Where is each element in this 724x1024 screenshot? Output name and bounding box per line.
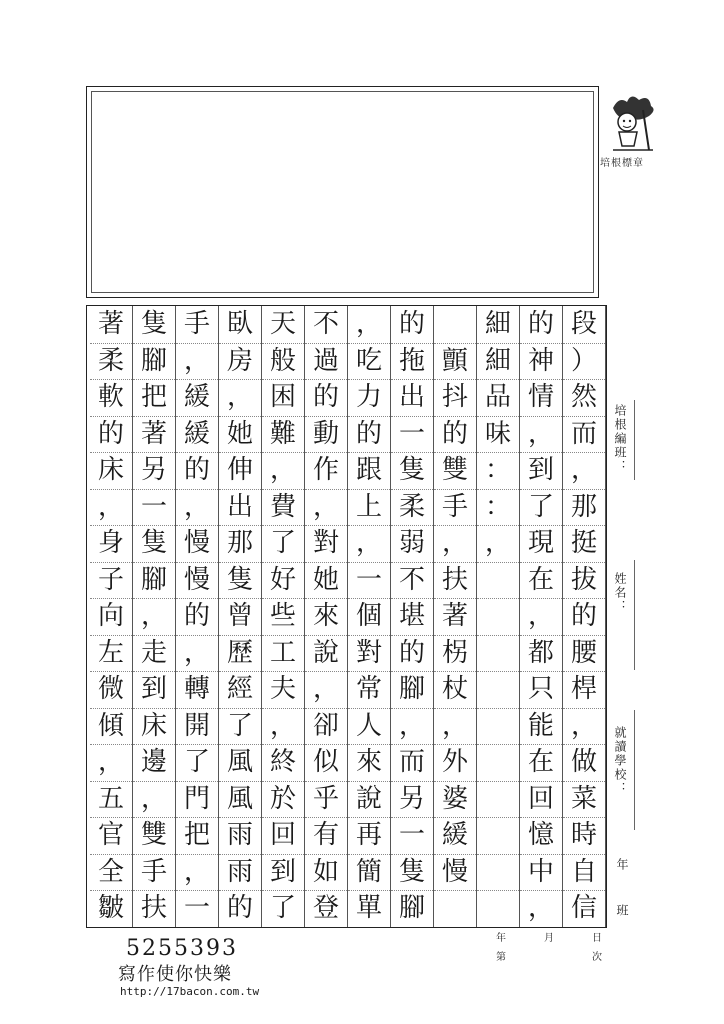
grid-cell: ， <box>355 309 382 339</box>
grid-cell: 顫 <box>441 345 468 376</box>
grid-cell: 微 <box>97 674 124 704</box>
grid-cell: 時 <box>570 820 597 850</box>
grid-cell: ， <box>527 893 554 923</box>
grid-cell: 的 <box>398 637 425 668</box>
grid-cell: 抖 <box>441 382 468 412</box>
grid-cell: 婆 <box>441 783 468 814</box>
grid-cell: 隻 <box>140 309 167 339</box>
grid-cell: 有 <box>312 820 339 850</box>
grid-cell: 著 <box>441 601 468 631</box>
grid-cell: ， <box>484 528 511 558</box>
grid-cell: 隻 <box>398 455 425 485</box>
grid-cell: 信 <box>570 893 597 923</box>
grid-cell: 腳 <box>140 564 167 595</box>
grid-cell: 經 <box>226 674 253 704</box>
grid-cell: 堪 <box>398 601 425 631</box>
grid-cell: 夫 <box>269 674 296 704</box>
grid-column <box>348 306 391 927</box>
grid-cell: 困 <box>269 382 296 412</box>
grid-cell: 作 <box>312 455 339 485</box>
grid-cell: 於 <box>269 783 296 814</box>
grid-cell: ， <box>398 710 425 741</box>
grid-cell: 的 <box>355 418 382 449</box>
grid-cell: 品 <box>484 382 511 412</box>
grid-column <box>477 306 520 927</box>
grid-cell: 的 <box>226 893 253 923</box>
grid-cell: 柔 <box>97 345 124 376</box>
grid-cell: ， <box>355 528 382 558</box>
grid-cell: 憶 <box>527 820 554 850</box>
grid-cell: 出 <box>398 382 425 412</box>
grid-cell: 來 <box>312 601 339 631</box>
grid-cell: ， <box>183 491 210 522</box>
grid-cell: 到 <box>527 455 554 485</box>
grid-cell: 邊 <box>140 747 167 777</box>
grid-cell: 弱 <box>398 528 425 558</box>
grid-column <box>176 306 219 927</box>
grid-cell: 走 <box>140 637 167 668</box>
grid-column <box>305 306 348 927</box>
grid-cell: ， <box>527 418 554 449</box>
grid-cell: 外 <box>441 747 468 777</box>
grid-column <box>391 306 434 927</box>
grid-cell: 而 <box>570 418 597 449</box>
grid-cell: 說 <box>355 783 382 814</box>
grid-cell: 到 <box>140 674 167 704</box>
grid-cell: 把 <box>140 382 167 412</box>
grid-cell: 自 <box>570 856 597 887</box>
grid-cell: ， <box>183 637 210 668</box>
grid-cell: 左 <box>97 637 124 668</box>
grid-cell: 慢 <box>183 528 210 558</box>
grid-cell: 隻 <box>140 528 167 558</box>
grid-cell: 手 <box>441 491 468 522</box>
grid-cell: 手 <box>140 856 167 887</box>
grid-cell: 轉 <box>183 674 210 704</box>
grid-cell: 細 <box>484 309 511 339</box>
grid-cell: ， <box>226 382 253 412</box>
grid-cell: 了 <box>527 491 554 522</box>
grid-cell: 那 <box>570 491 597 522</box>
grid-cell: 風 <box>226 747 253 777</box>
grid-column <box>90 306 133 927</box>
grid-column <box>563 306 606 927</box>
grid-cell: 細 <box>484 345 511 376</box>
grid-cell: 柺 <box>441 637 468 668</box>
grid-cell: 在 <box>527 564 554 595</box>
grid-cell: 慢 <box>441 856 468 887</box>
grid-cell: 桿 <box>570 674 597 704</box>
grid-cell: 乎 <box>312 783 339 814</box>
footer-slogan: 寫作使你快樂 <box>118 964 232 985</box>
grid-cell: 曾 <box>226 601 253 631</box>
grid-cell: ， <box>97 491 124 522</box>
grid-cell: 卻 <box>312 710 339 741</box>
date-year-label: 年 <box>496 933 506 944</box>
grid-cell: 情 <box>527 382 554 412</box>
grid-cell: 門 <box>183 783 210 814</box>
grid-cell: 回 <box>527 783 554 814</box>
grid-cell: 床 <box>97 455 124 485</box>
grid-cell: 把 <box>183 820 210 850</box>
grid-cell: 做 <box>570 747 597 777</box>
stamp-label: 培根標章 <box>600 158 644 169</box>
grid-cell: 傾 <box>97 710 124 741</box>
grid-cell: 再 <box>355 820 382 850</box>
grid-cell: 對 <box>312 528 339 558</box>
grid-cell: 了 <box>269 528 296 558</box>
grid-cell: 雨 <box>226 856 253 887</box>
comment-box <box>86 86 599 298</box>
grid-cell: ， <box>97 747 124 777</box>
class-underline <box>634 400 635 480</box>
grid-cell: 能 <box>527 710 554 741</box>
grid-cell: 風 <box>226 783 253 814</box>
grid-cell: 一 <box>183 893 210 923</box>
grid-cell: 全 <box>97 856 124 887</box>
class-label: 培根編班： <box>613 404 627 474</box>
grid-cell: 的 <box>97 418 124 449</box>
grade-label: 年 <box>615 858 629 872</box>
grid-cell: 緩 <box>441 820 468 850</box>
footer-url[interactable]: http://17bacon.com.tw <box>120 985 260 998</box>
grid-cell: 她 <box>312 564 339 595</box>
grid-cell: 軟 <box>97 382 124 412</box>
bacon-logo <box>603 88 661 158</box>
grid-cell: 工 <box>269 637 296 668</box>
grid-cell: 上 <box>355 491 382 522</box>
grid-cell: 了 <box>183 747 210 777</box>
grid-cell: 說 <box>312 637 339 668</box>
grid-column <box>434 306 477 927</box>
grid-column <box>520 306 563 927</box>
grid-cell: ， <box>441 528 468 558</box>
grid-cell: 床 <box>140 710 167 741</box>
grid-cell: 腳 <box>398 893 425 923</box>
grid-cell: 扶 <box>441 564 468 595</box>
grid-cell: 腳 <box>398 674 425 704</box>
grid-cell: 出 <box>226 491 253 522</box>
grid-column <box>219 306 262 927</box>
order-label: 第 <box>496 952 506 963</box>
grid-cell: ： <box>484 491 511 522</box>
grid-cell: 然 <box>570 382 597 412</box>
grid-cell: 單 <box>355 893 382 923</box>
grid-cell: 雨 <box>226 820 253 850</box>
grid-cell: 另 <box>140 455 167 485</box>
grid-cell: ， <box>269 455 296 485</box>
grid-cell: 的 <box>398 309 425 339</box>
date-month-label: 月 <box>544 933 554 944</box>
grid-cell: 的 <box>183 455 210 485</box>
grid-cell: 腰 <box>570 637 597 668</box>
grid-column <box>133 306 176 927</box>
grid-cell: 手 <box>183 309 210 339</box>
grid-cell: 開 <box>183 710 210 741</box>
grid-cell: 段 <box>570 309 597 339</box>
grid-cell: 簡 <box>355 856 382 887</box>
name-underline <box>634 560 635 670</box>
grid-cell: 一 <box>398 418 425 449</box>
grid-cell: ， <box>570 455 597 485</box>
grid-cell: 菜 <box>570 783 597 814</box>
grid-cell: 回 <box>269 820 296 850</box>
grid-cell: 費 <box>269 491 296 522</box>
grid-cell: 登 <box>312 893 339 923</box>
grid-cell: 官 <box>97 820 124 850</box>
grid-cell: 的 <box>570 601 597 631</box>
grid-cell: 柔 <box>398 491 425 522</box>
school-label: 就讀學校： <box>613 726 627 796</box>
grid-cell: ， <box>527 601 554 631</box>
grid-cell: 子 <box>97 564 124 595</box>
grid-cell: 著 <box>97 309 124 339</box>
grid-cell: ， <box>312 674 339 704</box>
grid-cell: 一 <box>355 564 382 595</box>
grid-cell: 只 <box>527 674 554 704</box>
grid-cell: ， <box>140 783 167 814</box>
grid-cell: 不 <box>312 309 339 339</box>
grid-cell: 中 <box>527 856 554 887</box>
grid-cell: 吃 <box>355 345 382 376</box>
grid-cell: 那 <box>226 528 253 558</box>
grid-cell: ） <box>570 345 597 376</box>
grid-cell: 挺 <box>570 528 597 558</box>
grid-cell: 對 <box>355 637 382 668</box>
grid-cell <box>434 886 476 930</box>
grid-cell: 腳 <box>140 345 167 376</box>
grid-cell: 歷 <box>226 637 253 668</box>
writing-grid <box>86 305 607 928</box>
grid-cell: 如 <box>312 856 339 887</box>
grid-cell: 緩 <box>183 382 210 412</box>
grid-cell: 房 <box>226 345 253 376</box>
grid-cell: 隻 <box>226 564 253 595</box>
grid-cell: 著 <box>140 418 167 449</box>
grid-cell: 臥 <box>226 309 253 339</box>
grid-cell: 雙 <box>140 820 167 850</box>
grid-cell: 五 <box>97 783 124 814</box>
grid-cell: 在 <box>527 747 554 777</box>
date-day-label: 日 <box>592 933 602 944</box>
grid-cell: 到 <box>269 856 296 887</box>
grid-cell: 般 <box>269 345 296 376</box>
grid-cell: 雙 <box>441 455 468 485</box>
grid-cell: 她 <box>226 418 253 449</box>
grid-cell: ， <box>570 710 597 741</box>
grid-cell: 的 <box>312 382 339 412</box>
grid-cell: 身 <box>97 528 124 558</box>
name-label: 姓名： <box>613 572 627 614</box>
grid-cell: 向 <box>97 601 124 631</box>
grid-cell: 杖 <box>441 674 468 704</box>
grid-cell: 終 <box>269 747 296 777</box>
grid-cell: 現 <box>527 528 554 558</box>
grid-cell: 皺 <box>97 893 124 923</box>
grid-cell: 神 <box>527 345 554 376</box>
grid-cell: 難 <box>269 418 296 449</box>
grid-cell: 的 <box>527 309 554 339</box>
grid-cell: ， <box>140 601 167 631</box>
grid-cell: 常 <box>355 674 382 704</box>
grid-cell: 天 <box>269 309 296 339</box>
grid-cell: ， <box>269 710 296 741</box>
grid-cell: 都 <box>527 637 554 668</box>
grid-cell: 似 <box>312 747 339 777</box>
class-suffix-label: 班 <box>615 904 629 918</box>
grid-cell: 跟 <box>355 455 382 485</box>
footer-number: 5255393 <box>126 936 238 961</box>
grid-cell: ， <box>183 856 210 887</box>
grid-cell: 不 <box>398 564 425 595</box>
grid-cell: 好 <box>269 564 296 595</box>
grid-cell: 動 <box>312 418 339 449</box>
grid-cell: 慢 <box>183 564 210 595</box>
grid-cell: 拔 <box>570 564 597 595</box>
grid-cell: 人 <box>355 710 382 741</box>
grid-cell <box>477 886 519 930</box>
grid-cell: 而 <box>398 747 425 777</box>
grid-cell: 力 <box>355 382 382 412</box>
grid-cell: 的 <box>183 601 210 631</box>
grid-cell: 過 <box>312 345 339 376</box>
grid-cell: 伸 <box>226 455 253 485</box>
grid-cell: 拖 <box>398 345 425 376</box>
grid-cell: 扶 <box>140 893 167 923</box>
grid-cell: 的 <box>441 418 468 449</box>
grid-cell: 隻 <box>398 856 425 887</box>
grid-cell: 味 <box>484 418 511 449</box>
grid-cell: ， <box>441 710 468 741</box>
grid-cell: 來 <box>355 747 382 777</box>
grid-cell: 了 <box>269 893 296 923</box>
grid-cell: 個 <box>355 601 382 631</box>
grid-cell: ： <box>484 455 511 485</box>
grid-cell: 一 <box>140 491 167 522</box>
school-underline <box>634 710 635 830</box>
times-label: 次 <box>592 952 602 963</box>
grid-cell: 緩 <box>183 418 210 449</box>
grid-cell: ， <box>183 345 210 376</box>
grid-cell: 另 <box>398 783 425 814</box>
grid-column <box>262 306 305 927</box>
grid-cell: 了 <box>226 710 253 741</box>
grid-cell: ， <box>312 491 339 522</box>
grid-cell: 一 <box>398 820 425 850</box>
grid-cell: 些 <box>269 601 296 631</box>
